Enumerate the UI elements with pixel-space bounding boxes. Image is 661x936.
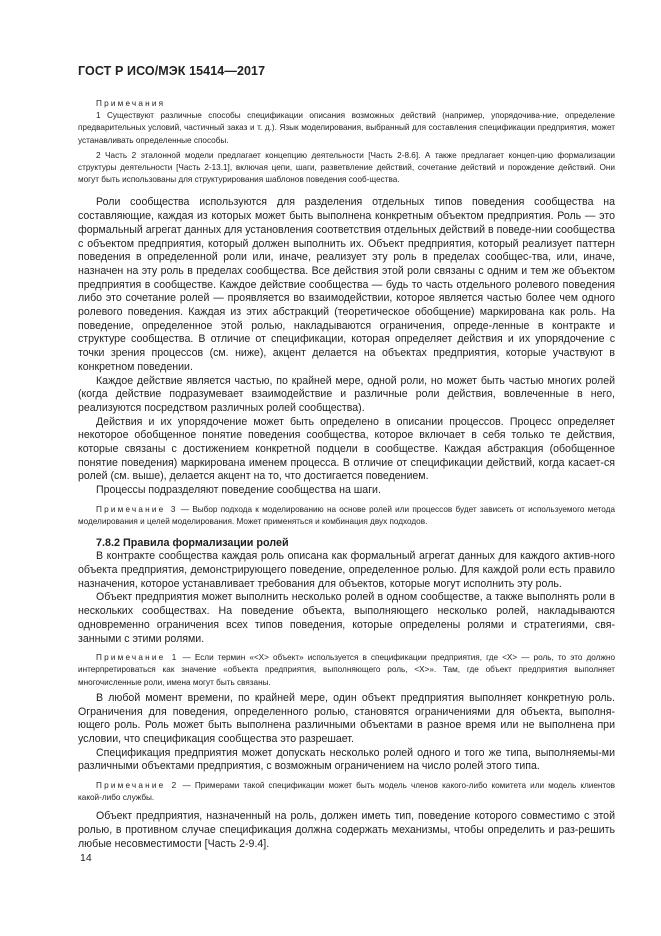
note-b2-text: — Примерами такой спецификации может быть модель членов какого-либо комитета или модель клиентов какой-либо службы.	[78, 781, 616, 803]
paragraph-contract: В контракте сообщества каждая роль описана как формальный агрегат данных для каждого актив-ного объекта предприятия, демонстрирующего поведение, определенное ролью. Для каждой роли есть правило назначения, которое устанавливает требования для объектов, которые могут исполнить эту роль.	[78, 550, 615, 590]
paragraph-multiple-roles: Объект предприятия может выполнить несколько ролей в одном сообществе, а также выполнять роли в нескольких сообществах. На поведение объекта, выполняющего несколько ролей, накладываются одновременно ограничения всех типов поведения, которые определены ролями и стратегиями, свя-занными с этими ролями.	[78, 591, 615, 645]
note-b1-text: — Если термин «<X> объект» используется в спецификации предприятия, где <X> — роль, то это должно интерпретироваться как значение «объекта предприятия, выполняющего роль, <X>». Там, где объект предприятия выполняет многочисленные роли, имена могут быть связаны.	[78, 653, 615, 687]
note-b1-label: Примечание 1	[96, 653, 179, 663]
section-title: 7.8.2 Правила формализации ролей	[96, 537, 289, 550]
document-page	[78, 64, 615, 852]
paragraph-actions-roles: Каждое действие является частью, по крайней мере, одной роли, но может быть частью многих ролей (когда действие подразумевает взаимодействие и различные роли действия, вовлеченные в него, реализуются посредством различных ролей сообщества).	[78, 374, 615, 414]
note-3	[78, 504, 615, 528]
paragraph-specification: Спецификация предприятия может допускать несколько ролей одного и того же типа, выполняемы-ми различными объектами предприятия, с возможным ограничением на число ролей этого типа.	[78, 746, 615, 773]
paragraph-roles: Роли сообщества используются для разделения отдельных типов поведения сообщества на составляющие, каждая из которых может быть выполнена конкретным объектом предприятия. Роль — это формальный агрегат данных для установления соответствия отдельных действий в поведе-нии сообщества с объектом предприятия, который должен выполнить их. Объект предприятия, который реализует паттерн поведения в определенной роли или, иначе, реализует эту роль в пределах сообщес-тва, или, иначе, назначен на эту роль в пределах сообщества. Все действия этой роли связаны с одним и тем же объектом предприятия в сообществе. Каждое действие сообщества — будь то часть отдельного ролевого поведения либо это сочетание ролей — проявляется во взаимодействии, которое является частью более чем одного ролевого поведения. Каждая из этих абстракций (теоретическое обобщение) маркирована как роль. На поведение, определенное этой ролью, накладываются ограничения, опреде-ленные в контракте и структуре сообщества. В отличие от спецификации, которая определяет действия и их упорядочение с точки зрения процессов (см. ниже), акцент делается на объектах предприятия, которые участвуют в конкретном поведении.	[78, 196, 615, 373]
paragraph-processes: Действия и их упорядочение может быть определено в описании процессов. Процесс определяет некоторое обобщенное понятие поведения сообщества, которое включает в себя только те действия, которые связаны с достижением конкретной подцели в сообществе. Каждая абстракция (обобщенное понятие поведения) маркирована именем процесса. В отличие от спецификации действий, когда касает-ся ролей (см. выше), делается акцент на то, что достигается поведением.	[78, 415, 615, 483]
page-number: 14	[80, 852, 92, 864]
note-b2	[78, 780, 615, 804]
note-1: 1 Существуют различные способы спецификации описания возможных действий (например, упорядочива-ние, определение предварительных условий, частичный заказ и т. д.). Язык моделирования, выбранный для составления спецификации предприятия, может устанавливать определенные способы.	[78, 111, 615, 145]
note-3-label: Примечание 3	[96, 504, 178, 514]
paragraph-assigned-object: Объект предприятия, назначенный на роль, должен иметь тип, поведение которого совместимо с этой ролью, в противном случае спецификация должна содержать механизмы, чтобы определить и раз-решить любые несовместимости [Часть 2-9.4].	[78, 810, 615, 850]
note-b2-label: Примечание 2	[96, 781, 179, 791]
paragraph-steps: Процессы подразделяют поведение сообщества на шаги.	[96, 484, 381, 497]
document-header: ГОСТ Р ИСО/МЭК 15414—2017	[78, 64, 266, 78]
paragraph-any-moment: В любой момент времени, по крайней мере, один объект предприятия выполняет конкретную роль. Ограничения для поведения, определенного ролью, становятся ограничениями для объекта, выполня-ющего роль. Роль может быть выполнена различными объектами в разное время или не выполнена при условии, что спецификация сообщества это разрешает.	[78, 691, 615, 745]
note-2: 2 Часть 2 эталонной модели предлагает концепцию деятельности [Часть 2-8.6]. А также предлагает концеп-цию формализации структуры деятельности [Часть 2-13.1], включая цепи, шаги, разветвление действий, сочетание действий и порождение действий. Они могут быть использованы для структурирования шаблонов поведения сооб-щества.	[78, 150, 615, 185]
notes-heading: Примечания	[96, 99, 166, 108]
note-3-text: — Выбор подхода к моделированию на основе ролей или процессов будет зависеть от используемого метода моделирования и целей моделирования. Может применяться и комбинация двух подходов.	[78, 504, 615, 527]
note-b1	[78, 652, 615, 689]
